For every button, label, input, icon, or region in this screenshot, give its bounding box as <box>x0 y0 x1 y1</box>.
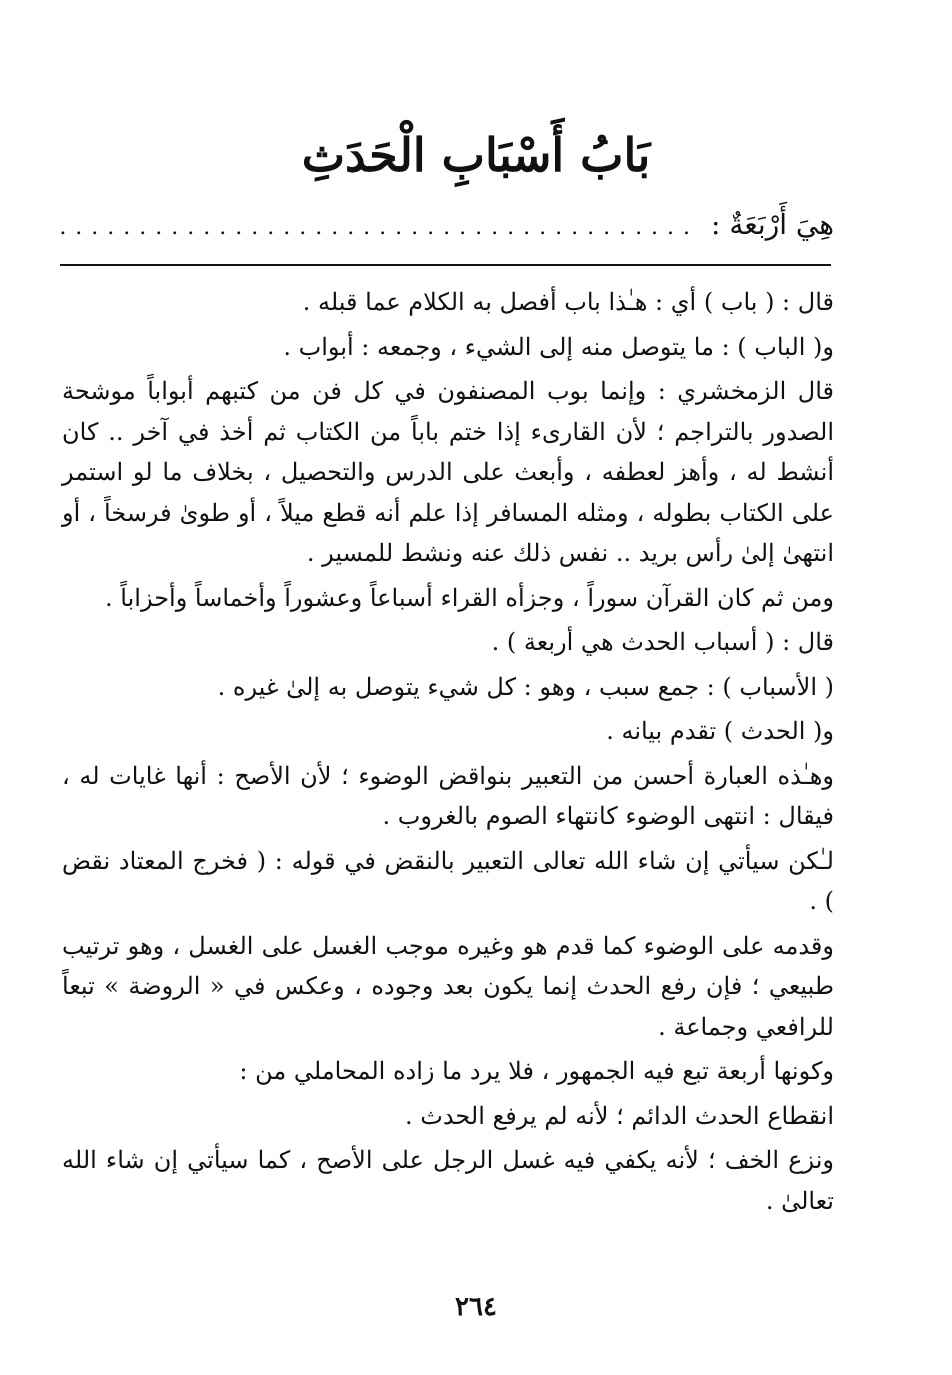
paragraph: ( الأسباب ) : جمع سبب ، وهو : كل شيء يتوصل به إلىٰ غيره . <box>217 672 834 701</box>
paragraph: ومن ثم كان القرآن سوراً ، وجزأه القراء أسباعاً وعشوراً وأخماساً وأحزاباً . <box>105 583 834 612</box>
matn-text: هِيَ أَرْبَعَةٌ : <box>711 208 834 241</box>
matn-line <box>54 200 834 253</box>
paragraph: انقطاع الحدث الدائم ؛ لأنه لم يرفع الحدث . <box>404 1101 834 1130</box>
paragraph: قال الزمخشري : وإنما بوب المصنفون في كل فن من كتبهم أبواباً موشحة الصدور بالتراجم ؛ لأن القارىء إذا ختم باباً من الكتاب ثم أخذ في آخر .. كان أنشط له ، وأهز لعطفه ، وأبعث على الدرس والتحصيل ، بخلاف ما لو استمر على الكتاب بطوله ، ومثله المسافر إذا علم أنه قطع ميلاً ، أو طوىٰ فرسخاً ، أو انتهىٰ إلىٰ رأس بريد .. نفس ذلك عنه ونشط للمسير . <box>62 377 834 567</box>
paragraph: وهـٰذه العبارة أحسن من التعبير بنواقض الوضوء ؛ لأن الأصح : أنها غايات له ، فيقال : انتهى الوضوء كانتهاء الصوم بالغروب . <box>62 761 834 830</box>
paragraph: قال : ( أسباب الحدث هي أربعة ) . <box>491 628 834 656</box>
paragraph: وقدمه على الوضوء كما قدم هو وغيره موجب الغسل على الغسل ، وهو ترتيب طبيعي ؛ فإن رفع الحدث إنما يكون بعد وجوده ، وعكس في « الروضة » تبعاً للرافعي وجماعة . <box>62 931 834 1041</box>
paragraph: و( الحدث ) تقدم بيانه . <box>606 717 834 745</box>
paragraph: ونزع الخف ؛ لأنه يكفي فيه غسل الرجل على الأصح ، كما سيأتي إن شاء الله تعالىٰ . <box>62 1146 834 1215</box>
paragraph: و( الباب ) : ما يتوصل منه إلى الشيء ، وجمعه : أبواب . <box>283 332 834 361</box>
commentary-body <box>62 282 834 1225</box>
paragraph: وكونها أربعة تبع فيه الجمهور ، فلا يرد ما زاده المحاملي من : <box>239 1057 834 1085</box>
paragraph: لـٰكن سيأتي إن شاء الله تعالى التعبير بالنقض في قوله : ( فخرج المعتاد نقض ) . <box>62 846 834 915</box>
page-number: ٢٦٤ <box>455 1292 497 1322</box>
separator-rule <box>60 264 831 266</box>
chapter-title: بَابُ أَسْبَابِ الْحَدَثِ <box>301 128 651 182</box>
paragraph: قال : ( باب ) أي : هـٰذا باب أفصل به الكلام عما قبله . <box>302 288 834 316</box>
matn-dots: ........................................ <box>59 215 700 240</box>
